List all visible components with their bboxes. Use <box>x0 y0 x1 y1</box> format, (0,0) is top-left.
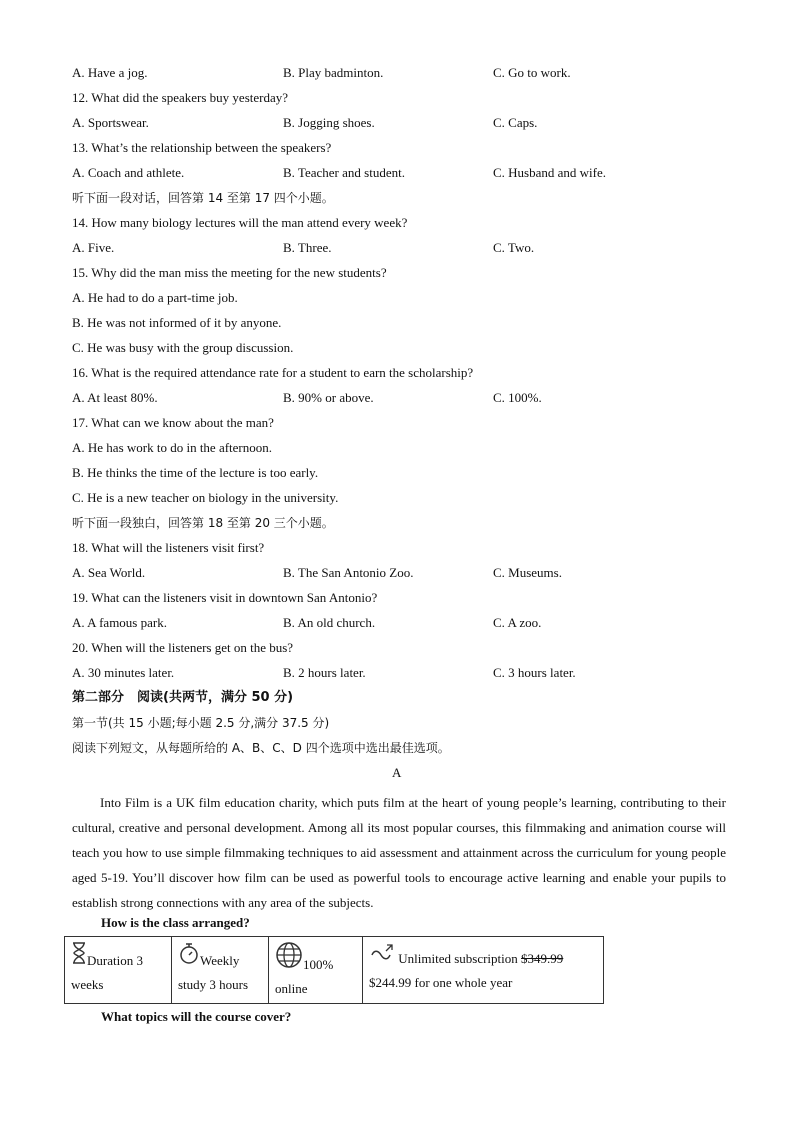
q12-option-b: B. Jogging shoes. <box>283 115 375 130</box>
q12-question: 12. What did the speakers buy yesterday? <box>72 90 288 105</box>
q18-option-c: C. Museums. <box>493 565 562 580</box>
stopwatch-icon <box>178 941 200 973</box>
q20-option-b: B. 2 hours later. <box>283 665 366 680</box>
q19-option-a: A. A famous park. <box>72 615 167 630</box>
q20-option-c: C. 3 hours later. <box>493 665 576 680</box>
weekly-text-1: Weekly <box>200 953 240 968</box>
q16-question: 16. What is the required attendance rate for a student to earn the scholarship? <box>72 365 474 380</box>
online-cell <box>269 937 363 1004</box>
course-info-table <box>64 936 604 1004</box>
duration-cell <box>65 937 172 1004</box>
q15-option-b: B. He was not informed of it by anyone. <box>72 315 282 330</box>
q14-option-a: A. Five. <box>72 240 115 255</box>
q11-option-c: C. Go to work. <box>493 65 571 80</box>
q17-option-b: B. He thinks the time of the lecture is too early. <box>72 465 319 480</box>
q13-option-a: A. Coach and athlete. <box>72 165 185 180</box>
q18-question: 18. What will the listeners visit first? <box>72 540 265 555</box>
q14-question: 14. How many biology lectures will the man attend every week? <box>72 215 408 230</box>
weekly-cell <box>172 937 269 1004</box>
section1-heading: 第一节(共 15 小题;每小题 2.5 分,满分 37.5 分) <box>72 716 330 730</box>
question-class-arranged: How is the class arranged? <box>101 915 250 930</box>
q13-option-c: C. Husband and wife. <box>493 165 607 180</box>
q17-option-a: A. He has work to do in the afternoon. <box>72 440 273 455</box>
online-text-1: 100% <box>303 957 334 972</box>
q14-option-b: B. Three. <box>283 240 332 255</box>
q14-option-c: C. Two. <box>493 240 535 255</box>
instruction-18-20: 听下面一段独白，回答第 18 至第 20 三个小题。 <box>72 516 334 530</box>
q19-option-c: C. A zoo. <box>493 615 542 630</box>
q17-option-c: C. He is a new teacher on biology in the university. <box>72 490 339 505</box>
q11-option-a: A. Have a jog. <box>72 65 148 80</box>
passage-label: A <box>392 765 402 780</box>
duration-text-2: weeks <box>71 977 104 992</box>
q16-option-c: C. 100%. <box>493 390 542 405</box>
q13-question: 13. What’s the relationship between the speakers? <box>72 140 332 155</box>
q11-option-b: B. Play badminton. <box>283 65 384 80</box>
hourglass-icon <box>71 941 87 973</box>
part2-heading: 第二部分 阅读(共两节，满分 50 分) <box>72 690 294 705</box>
q15-option-c: C. He was busy with the group discussion. <box>72 340 294 355</box>
old-price: $349.99 <box>521 951 564 966</box>
q16-option-b: B. 90% or above. <box>283 390 374 405</box>
q15-question: 15. Why did the man miss the meeting for the new students? <box>72 265 387 280</box>
q17-question: 17. What can we know about the man? <box>72 415 274 430</box>
q20-option-a: A. 30 minutes later. <box>72 665 175 680</box>
q12-option-c: C. Caps. <box>493 115 538 130</box>
globe-icon <box>275 941 303 977</box>
q13-option-b: B. Teacher and student. <box>283 165 405 180</box>
q12-option-a: A. Sportswear. <box>72 115 149 130</box>
passage-paragraph: Into Film is a UK film education charity, which puts film at the heart of young people’s learning, contributing to their cultural, creative and personal development. Among all its most popular courses, this filmmaking and animation course will teach you how to use simple filmmaking techniques to aid assessment and attainment across the curriculum for young people aged 5-19. You’ll discover how film can be used as powerful tools to encourage active learning and enable your pupils to establish strong connections with any area of the subjects. <box>72 795 726 910</box>
subscription-price: $244.99 for one whole year <box>369 975 513 990</box>
instruction-14-17: 听下面一段对话，回答第 14 至第 17 四个小题。 <box>72 191 334 205</box>
duration-text-1: Duration 3 <box>87 953 143 968</box>
q18-option-b: B. The San Antonio Zoo. <box>283 565 414 580</box>
q20-question: 20. When will the listeners get on the bus? <box>72 640 294 655</box>
infinity-icon <box>369 941 395 971</box>
question-course-topics: What topics will the course cover? <box>101 1009 292 1024</box>
weekly-text-2: study 3 hours <box>178 977 249 992</box>
subscription-cell <box>363 937 604 1004</box>
online-text-2: online <box>275 981 308 996</box>
q19-option-b: B. An old church. <box>283 615 376 630</box>
reading-instruction: 阅读下列短文，从每题所给的 A、B、C、D 四个选项中选出最佳选项。 <box>72 741 450 755</box>
q18-option-a: A. Sea World. <box>72 565 146 580</box>
q15-option-a: A. He had to do a part-time job. <box>72 290 238 305</box>
subscription-text: Unlimited subscription <box>398 951 522 966</box>
q19-question: 19. What can the listeners visit in downtown San Antonio? <box>72 590 378 605</box>
q16-option-a: A. At least 80%. <box>72 390 158 405</box>
